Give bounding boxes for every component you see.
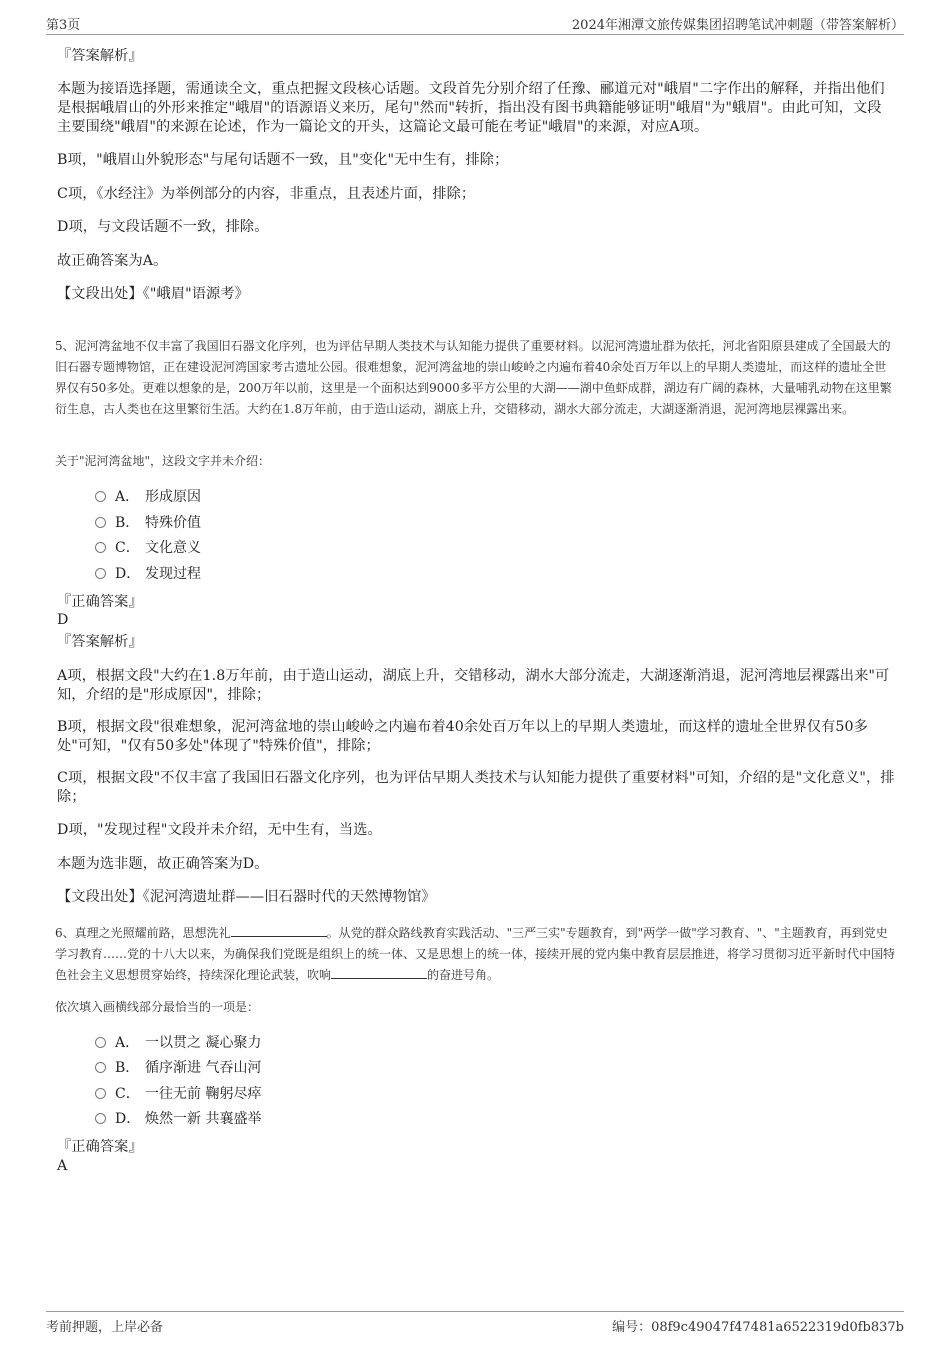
option-letter: B． xyxy=(115,1060,140,1076)
analysis-option-a: A项，根据文段"大约在1.8万年前，由于造山运动，湖底上升，交错移动，湖水大部分流走，大湖逐渐消退，泥河湾地层裸露出来"可知，介绍的是"形成原因"，排除； xyxy=(57,668,890,703)
option-d[interactable] xyxy=(95,564,201,584)
analysis-option-b: B项，"峨眉山外貌形态"与尾句话题不一致，且"变化"无中生有，排除； xyxy=(57,152,509,168)
option-d[interactable] xyxy=(95,1109,261,1129)
option-letter: B． xyxy=(115,515,140,531)
fill-blank-1 xyxy=(231,924,327,937)
analysis-option-d: D项，"发现过程"文段并未介绍，无中生有，当选。 xyxy=(57,822,382,838)
radio-icon[interactable] xyxy=(95,1037,106,1048)
analysis-option-c: C项，根据文段"不仅丰富了我国旧石器文化序列，也为评估早期人类技术与认知能力提供了重要材料"可知，介绍的是"文化意义"，排除； xyxy=(57,770,895,805)
page-header xyxy=(46,12,904,35)
radio-icon[interactable] xyxy=(95,1062,106,1073)
question-5-prompt: 关于"泥河湾盆地"，这段文字并未介绍： xyxy=(55,454,271,468)
analysis-paragraph: 本题为接语选择题，需通读全文，重点把握文段核心话题。文段首先分别介绍了任豫、郦道元对"峨眉"二字作出的解释，并指出他们是根据峨眉山的外形来推定"峨眉"的语源语义来历，尾句"然而"转折，指出没有图书典籍能够证明"峨眉"为"蛾眉"。由此可知，文段主要围绕"峨眉"的来源在论述，作为一篇论文的开头，这篇论文最可能在考证"峨眉"的来源，对应A项。 xyxy=(57,81,885,135)
answer-value: A xyxy=(57,1158,68,1174)
option-text: 循序渐进 气吞山河 xyxy=(145,1060,262,1076)
option-letter: C． xyxy=(115,1086,140,1102)
option-b[interactable] xyxy=(95,1058,261,1078)
option-letter: A． xyxy=(115,489,140,505)
stem-part-3: 的奋进号角。 xyxy=(427,968,500,982)
option-text: 文化意义 xyxy=(145,540,201,556)
answer-label: 『正确答案』 xyxy=(57,1139,143,1155)
analysis-option-b: B项，根据文段"很难想象，泥河湾盆地的崇山峻岭之内遍布着40余处百万年以上的早期人类遗址，而这样的遗址全世界仅有50多处"可知，"仅有50多处"体现了"特殊价值"，排除； xyxy=(57,719,868,754)
radio-icon[interactable] xyxy=(95,1113,106,1124)
option-c[interactable] xyxy=(95,1084,261,1104)
radio-icon[interactable] xyxy=(95,1088,106,1099)
option-letter: C． xyxy=(115,540,140,556)
document-title: 2024年湘潭文旅传媒集团招聘笔试冲刺题（带答案解析） xyxy=(571,18,904,33)
stem-part-1: 6、真理之光照耀前路，思想洗礼 xyxy=(55,926,231,940)
option-a[interactable] xyxy=(95,1033,261,1053)
option-letter: A． xyxy=(115,1035,140,1051)
option-text: 特殊价值 xyxy=(145,515,201,531)
page-number: 第3页 xyxy=(46,18,81,33)
conclusion: 故正确答案为A。 xyxy=(57,253,168,269)
option-c[interactable] xyxy=(95,538,201,558)
option-text: 焕然一新 共襄盛举 xyxy=(145,1111,262,1127)
document-id: 编号：08f9c49047f47481a6522319d0fb837b xyxy=(612,1320,904,1335)
option-text: 形成原因 xyxy=(145,489,201,505)
analysis-label: 『答案解析』 xyxy=(57,48,143,64)
source-citation: 【文段出处】《泥河湾遗址群——旧石器时代的天然博物馆》 xyxy=(57,889,436,905)
option-text: 发现过程 xyxy=(145,566,201,582)
page-footer xyxy=(46,1311,904,1336)
option-a[interactable] xyxy=(95,487,201,507)
analysis-option-d: D项，与文段话题不一致，排除。 xyxy=(57,219,269,235)
question-6-prompt: 依次填入画横线部分最恰当的一项是： xyxy=(55,1000,260,1014)
analysis-label: 『答案解析』 xyxy=(57,634,143,650)
option-letter: D． xyxy=(115,1111,141,1127)
fill-blank-2 xyxy=(331,966,427,979)
conclusion: 本题为选非题，故正确答案为D。 xyxy=(57,856,269,872)
radio-icon[interactable] xyxy=(95,517,106,528)
source-citation: 【文段出处】《"峨眉"语源考》 xyxy=(57,286,249,302)
analysis-option-c: C项，《水经注》为举例部分的内容，非重点，且表述片面，排除； xyxy=(57,186,476,202)
option-text: 一往无前 鞠躬尽瘁 xyxy=(145,1086,262,1102)
option-text: 一以贯之 凝心聚力 xyxy=(145,1035,262,1051)
radio-icon[interactable] xyxy=(95,568,106,579)
radio-icon[interactable] xyxy=(95,491,106,502)
option-b[interactable] xyxy=(95,513,201,533)
answer-label: 『正确答案』 xyxy=(57,594,143,610)
question-6-stem xyxy=(55,923,897,986)
answer-value: D xyxy=(57,612,69,628)
stem-part-2: 。从党的群众路线教育实践活动、"三严三实"专题教育，到"两学一做"学习教育、"、"主题教育，再到党史学习教育……党的十八大以来，为确保我们党既是组织上的统一体、又是思想上的统一体，接续开展的党内集中教育层层推进，将学习贯彻习近平新时代中国特色社会主义思想贯穿始终，持续深化理论武装，吹响 xyxy=(55,926,896,982)
radio-icon[interactable] xyxy=(95,542,106,553)
option-letter: D． xyxy=(115,566,141,582)
question-5-stem: 5、泥河湾盆地不仅丰富了我国旧石器文化序列，也为评估早期人类技术与认知能力提供了重要材料。以泥河湾遗址群为依托，河北省阳原县建成了全国最大的旧石器专题博物馆，正在建设泥河湾国家考古遗址公园。很难想象，泥河湾盆地的崇山峻岭之内遍布着40余处百万年以上的早期人类遗址，而这样的遗址全世界仅有50多处。更难以想象的是，200万年以前，这里是一个面积达到9000多平方公里的大湖——湖中鱼虾成群，湖边有广阔的森林，大量哺乳动物在这里繁衍生息，古人类也在这里繁衍生活。大约在1.8万年前，由于造山运动，湖底上升，交错移动，湖水大部分流走，大湖逐渐消退，泥河湾地层裸露出来。 xyxy=(55,339,892,416)
footer-slogan: 考前押题，上岸必备 xyxy=(46,1320,164,1335)
